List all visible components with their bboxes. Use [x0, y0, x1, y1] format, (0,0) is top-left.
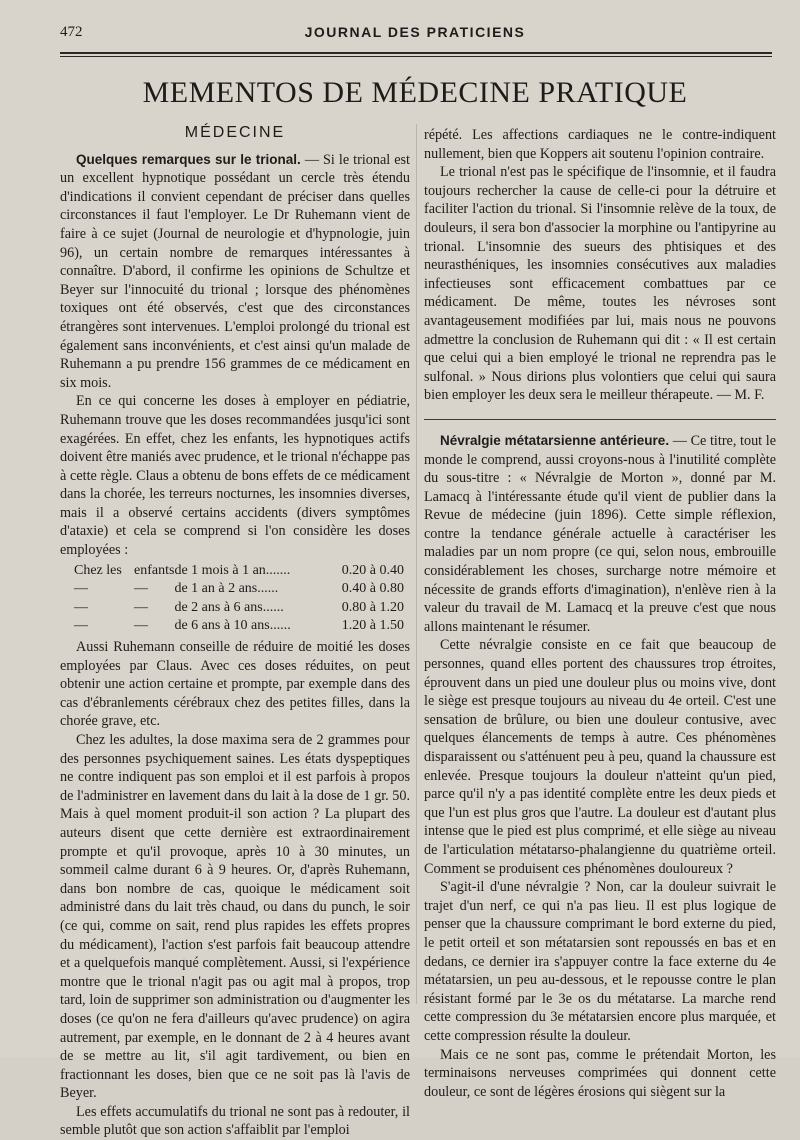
- paragraph: Quelques remarques sur le trional. — Si le trional est un excellent hypnotique possédant un cercle très étendu d'indications il convient cependant de préciser dans quelles circonstances il faut l'employer. Le Dr Ruhemann vient de faire à ce sujet (Journal de neurologie et d'hypnologie, juin 96), un certain nombre de remarques intéressantes à connaître. D'abord, il confirme les opinions de Schultze et Beyer sur l'innocuité du trional ; lorsque des phénomènes toxiques ont été observés, c'est que des circonstances étrangères sont intervenues. L'emploi prolongé du trional est également sans inconvénients, et c'est ainsi qu'un malade de Ruhemann a pu prendre 156 grammes de ce médicament en six mois.: [60, 151, 410, 391]
- dose-cell: 1.20 à 1.50: [341, 618, 404, 634]
- paragraph: Mais ce ne sont pas, comme le prétendait Morton, les terminaisons nerveuses comprimées qui donnent cette douleur, ce sont de légères érosions qui siègent sur la: [424, 1046, 776, 1100]
- dose-cell: de 2 ans à 6 ans......: [174, 599, 284, 615]
- dose-cell: —: [74, 581, 88, 597]
- journal-title: JOURNAL DES PRATICIENS: [304, 24, 526, 40]
- paragraph: Les effets accumulatifs du trional ne sont pas à redouter, il semble plutôt que son action s'affaiblit par l'emploi: [60, 1103, 410, 1139]
- dose-cell: —: [74, 599, 88, 615]
- running-header: [60, 22, 770, 46]
- dose-table: [60, 562, 410, 636]
- section-heading: MÉDECINE: [184, 124, 286, 141]
- dose-cell: —: [74, 618, 88, 634]
- paragraph: Cette névralgie consiste en ce fait que beaucoup de personnes, quand elles portent des chaussures trop étroites, éprouvent dans un pied une douleur plus ou moins vive, dont le siège est presque toujours au niveau du 4e orteil. C'est une sensation de brûlure, ou bien une douleur contusive, avec quelques élancements de temps à autre. Ces phénomènes disparaissent ou s'atténuent peu à peu, quand la chaussure est enlevée. Presque toujours la douleur n'atteint qu'un pied, parce qu'il n'y a pas identité complète entre les deux pieds et que l'un est plus gros que l'autre. La douleur est d'autant plus intense que le pied est plus comprimé, et elle siège au niveau de l'articulation métatarso-phalangienne du quatrième orteil. Comment se produisent ces phénomènes douloureux ?: [424, 637, 776, 877]
- dose-cell: enfants: [134, 562, 175, 578]
- page-number: 472: [60, 24, 83, 40]
- left-column: [60, 124, 410, 1140]
- header-rule: [60, 52, 772, 54]
- dose-cell: de 1 an à 2 ans......: [174, 581, 279, 597]
- dose-cell: —: [134, 581, 148, 597]
- paragraph: Névralgie métatarsienne antérieure. — Ce titre, tout le monde le comprend, aussi croyons-nous à l'inutilité complète du sous-titre : « Névralgie de Morton », donné par M. Lamacq à l'intéressante étude qu'il vient de publier dans la Revue de médecine (juin 1896). Cette simple réflexion, contre la tendance générale actuelle à caractériser les maladies par un nom propre (ce qui, selon nous, embrouille considérablement les choses, surcharge notre mémoire et nécessite de grands efforts d'imagination), n'enlève rien à la valeur du travail de M. Lamacq et la preuve c'est que nous allons maintenant le résumer.: [424, 432, 776, 635]
- paragraph: Le trional n'est pas le spécifique de l'insomnie, et il faudra toujours rechercher la cause de celle-ci pour la détruire et faciliter l'action du trional. Si l'insomnie relève de la toux, de douleurs, il sera bon d'associer la morphine ou l'antipyrine au trional. L'insomnie des sueurs des phtisiques et des neurasthéniques, les insomnies consécutives aux maladies infectieuses sont efficacement combattues par ce médicament. De même, toutes les névroses sont avantageusement modifiées par lui, mais nous ne pouvons admettre la conclusion de Ruhemann qui dit : « Il est certain que celui qui a bien employé le trional ne reprendra pas le sulfonal. » Nous dirions plus volontiers que celui qui saura bien employer les deux sera le meilleur thérapeute. — M. F.: [424, 164, 776, 404]
- dose-cell: de 1 mois à 1 an.......: [174, 562, 291, 578]
- dose-cell: 0.80 à 1.20: [341, 599, 404, 615]
- paragraph: Chez les adultes, la dose maxima sera de 2 grammes pour des personnes psychiquement saines. Les états dyspeptiques ne contre indiquent pas son emploi et il est parfois à propos de l'administrer en lavement dans du lait à la dose de 1 gr. 50. Mais à quel moment produit-il son action ? La plupart des auteurs disent que cette dernière est extraordinairement prompte et qu'il provoque, après 10 à 30 minutes, un sommeil calme durant 6 à 9 heures. Or, d'après Ruhemann, dans bon nombre de cas, quoique le médicament soit administré dans du lait très chaud, ou dans du punch, le soir (ce qui, comme on sait, rend plus rapides les effets propres du médicament), l'action s'est parfois fait beaucoup attendre et a quelquefois manqué complètement. Aussi, si l'expérience montre que le trional n'agit pas ou agit mal à propos, trop tard, loin de supprimer son administration ou d'augmenter les doses (ce qu'on ne fera d'ailleurs qu'avec prudence) on agira autrement, par exemple, en le donnant de 2 à 4 heures avant de se mettre au lit, s'il agit tardivement, ou bien en fractionnant les doses, bien que ce ne soit pas là l'avis de Beyer.: [60, 732, 410, 1102]
- dose-cell: —: [134, 618, 148, 634]
- column-divider: [416, 124, 417, 1004]
- dose-row: [60, 562, 410, 581]
- main-title: MEMENTOS DE MÉDECINE PRATIQUE: [142, 76, 688, 109]
- dose-row: [60, 580, 410, 599]
- article-separator: [424, 419, 776, 420]
- paragraph: S'agit-il d'une névralgie ? Non, car la douleur suivrait le trajet d'un nerf, ce qui n'a pas lieu. Il est plus logique de penser que la chaussure comprimant le bord externe du pied, le petit orteil et son métatarsien sont repoussés en bas et en dedans, ce dernier ira s'appuyer contre la face externe du 4e métatarsien, un peu au-dessous, et le repousse contre le plan résistant formé par le 3e os du métatarse. La marche rend cette compression du 3e métatarsien encore plus marquée, et cette compression résulte la douleur.: [424, 879, 776, 1044]
- right-column: [424, 126, 776, 1101]
- paragraph: Aussi Ruhemann conseille de réduire de moitié les doses employées par Claus. Avec ces doses réduites, on peut obtenir une action certaine et prompte, par exemple dans des cas d'ébranlements cérébraux chez des petites filles, dans la chorée grave, etc.: [60, 639, 410, 730]
- dose-cell: 0.40 à 0.80: [341, 581, 404, 597]
- paragraph: En ce qui concerne les doses à employer en pédiatrie, Ruhemann trouve que les doses recommandées jusqu'ici sont exagérées. En effet, chez les enfants, les hypnotiques actifs doivent être maniés avec prudence, et le trional n'échappe pas à cette règle. Claus a obtenu de bons effets de ce médicament dans la chorée, les terreurs nocturnes, les insomnies diverses, mais il a observé certains accidents (divers symptômes d'ataxie) et cela se comprend si l'on considère les doses employées :: [60, 393, 410, 559]
- dose-cell: 0.20 à 0.40: [341, 562, 404, 578]
- article-title: Névralgie métatarsienne antérieure.: [440, 432, 670, 448]
- dose-cell: Chez les: [74, 562, 122, 578]
- article-title: Quelques remarques sur le trional.: [76, 151, 301, 167]
- paragraph: répété. Les affections cardiaques ne le contre-indiquent nullement, bien que Koppers ait soutenu l'opinion contraire.: [424, 127, 776, 162]
- dose-row: [60, 617, 410, 636]
- dose-row: [60, 599, 410, 618]
- dose-cell: —: [134, 599, 148, 615]
- dose-cell: de 6 ans à 10 ans......: [174, 618, 291, 634]
- header-rule-thin: [60, 56, 772, 57]
